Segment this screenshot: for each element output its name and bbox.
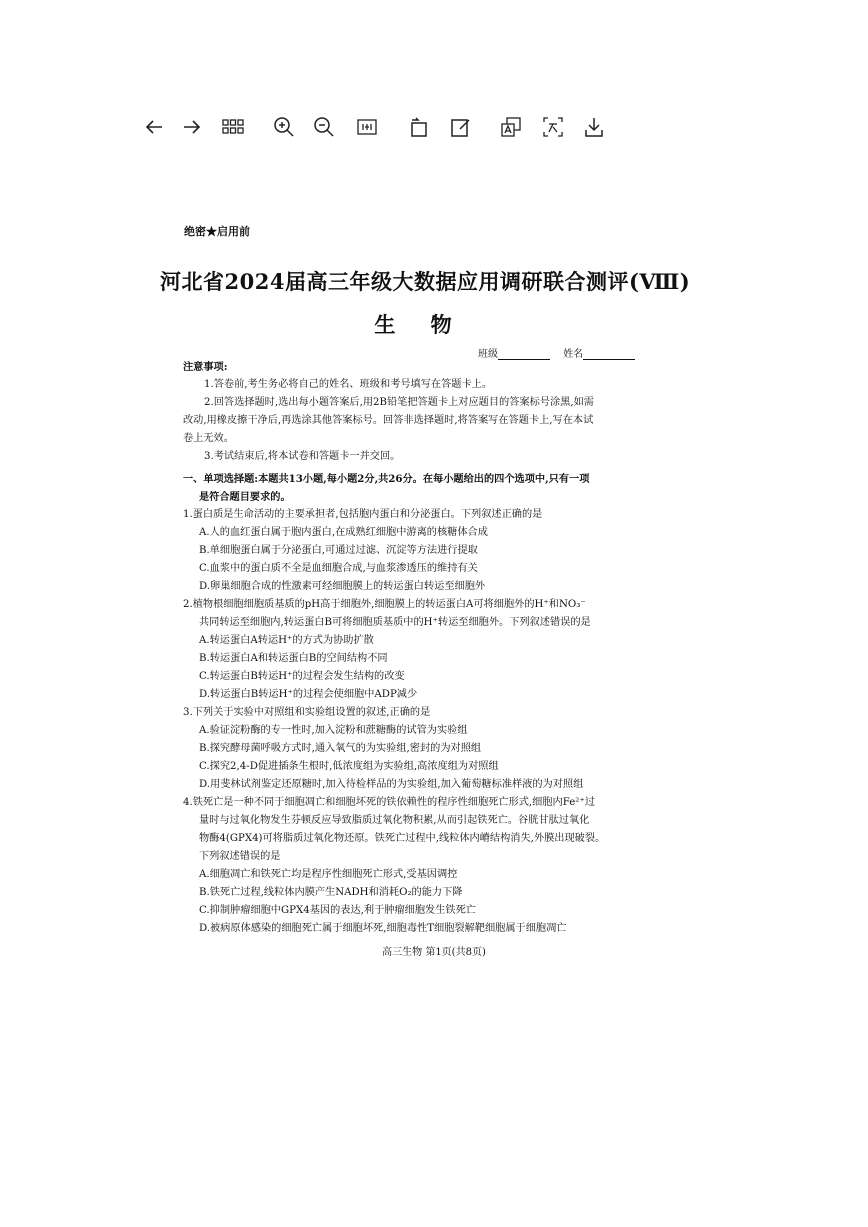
notice-title: 注意事项: [183, 361, 228, 373]
option-b: B.转运蛋白A和转运蛋白B的空间结构不同 [199, 653, 388, 664]
question-stem: 量时与过氧化物发生芬顿反应导致脂质过氧化物积累,从而引起铁死亡。谷胱甘肽过氧化 [199, 815, 590, 826]
option-b: B.探究酵母菌呼吸方式时,通入氧气的为实验组,密封的为对照组 [199, 743, 482, 754]
option-c: C.血浆中的蛋白质不全是血细胞合成,与血浆渗透压的维持有关 [199, 563, 478, 574]
option-a: A.人的血红蛋白属于胞内蛋白,在成熟红细胞中游离的核糖体合成 [199, 527, 488, 538]
option-d: D.转运蛋白B转运H⁺的过程会使细胞中ADP减少 [199, 689, 418, 700]
question-stem: 4.铁死亡是一种不同于细胞凋亡和细胞坏死的铁依赖性的程序性细胞死亡形式,细胞内Fe²⁺过 [183, 797, 595, 808]
page-footer: 高三生物 第1页(共8页) [382, 947, 486, 958]
option-b: B.单细胞蛋白属于分泌蛋白,可通过过滤、沉淀等方法进行提取 [199, 545, 478, 556]
option-d: D.卵巢细胞合成的性激素可经细胞膜上的转运蛋白转运至细胞外 [199, 581, 486, 592]
class-label: 班级 [478, 349, 498, 360]
notice-line: 卷上无效。 [183, 433, 234, 444]
question-stem: 下列叙述错误的是 [199, 851, 281, 862]
notice-line: 1.答卷前,考生务必将自己的姓名、班级和考号填写在答题卡上。 [204, 379, 493, 390]
question-stem: 共同转运至细胞内,转运蛋白B可将细胞质基质中的H⁺转运至细胞外。下列叙述错误的是 [199, 617, 591, 628]
option-a: A.转运蛋白A转运H⁺的方式为协助扩散 [199, 635, 374, 646]
option-c: C.转运蛋白B转运H⁺的过程会发生结构的改变 [199, 671, 405, 682]
option-a: A.细胞凋亡和铁死亡均是程序性细胞死亡形式,受基因调控 [199, 869, 458, 880]
subject-title: 生 物 [374, 312, 466, 337]
notice-line: 改动,用橡皮擦干净后,再选涂其他答案标号。回答非选择题时,将答案写在答题卡上,写在本试 [183, 415, 594, 426]
option-c: C.探究2,4-D促进插条生根时,低浓度组为实验组,高浓度组为对照组 [199, 761, 499, 772]
option-d: D.用斐林试剂鉴定还原糖时,加入待检样品的为实验组,加入葡萄糖标准样液的为对照组 [199, 779, 584, 790]
secret-mark: 绝密★启用前 [184, 225, 250, 238]
option-b: B.铁死亡过程,线粒体内膜产生NADH和消耗O₂的能力下降 [199, 887, 463, 898]
section-heading: 是符合题目要求的。 [199, 491, 291, 503]
question-stem: 物酶4(GPX4)可将脂质过氧化物还原。铁死亡过程中,线粒体内嵴结构消失,外膜出现破裂。 [199, 833, 606, 844]
section-heading: 一、单项选择题:本题共13小题,每小题2分,共26分。在每小题给出的四个选项中,只有一项 [183, 473, 590, 485]
exam-body [183, 358, 663, 938]
notice-line: 2.回答选择题时,选出每小题答案后,用2B铅笔把答题卡上对应题目的答案标号涂黑,如需 [204, 397, 594, 408]
question-stem: 1.蛋白质是生命活动的主要承担者,包括胞内蛋白和分泌蛋白。下列叙述正确的是 [183, 509, 543, 520]
option-a: A.验证淀粉酶的专一性时,加入淀粉和蔗糖酶的试管为实验组 [199, 725, 468, 736]
option-d: D.被病原体感染的细胞死亡属于细胞坏死,细胞毒性T细胞裂解靶细胞属于细胞凋亡 [199, 923, 567, 934]
question-stem: 3.下列关于实验中对照组和实验组设置的叙述,正确的是 [183, 707, 431, 718]
option-c: C.抑制肿瘤细胞中GPX4基因的表达,利于肿瘤细胞发生铁死亡 [199, 905, 476, 916]
question-stem: 2.植物根细胞细胞质基质的pH高于细胞外,细胞膜上的转运蛋白A可将细胞外的H⁺和NO₃⁻ [183, 599, 586, 610]
page-title: 河北省2024届高三年级大数据应用调研联合测评(Ⅷ) [160, 269, 691, 294]
name-label: 姓名 [563, 349, 584, 360]
notice-line: 3.考试结束后,将本试卷和答题卡一并交回。 [204, 451, 401, 462]
